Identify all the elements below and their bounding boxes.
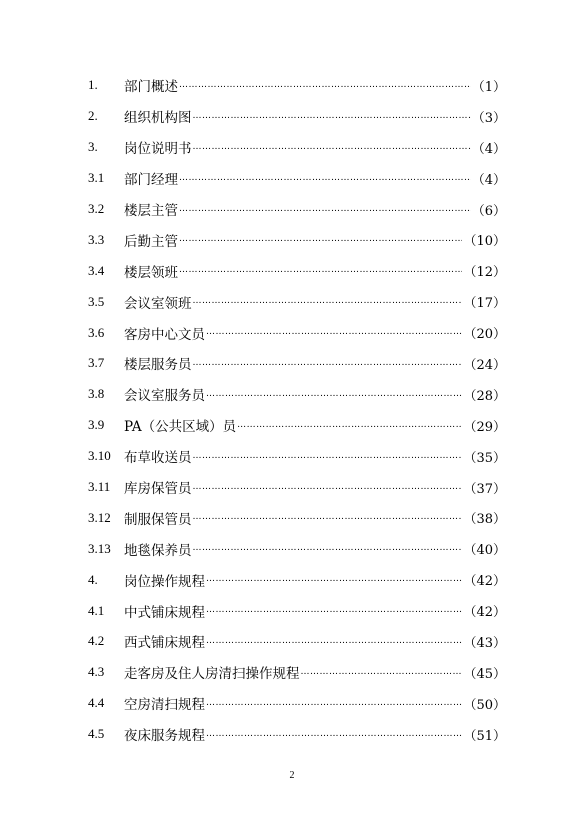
toc-page: （28） — [463, 388, 506, 404]
toc-page: （17） — [463, 296, 506, 312]
toc-title: 库房保管员 — [124, 481, 192, 498]
toc-page: （51） — [463, 728, 506, 744]
toc-entry[interactable] — [88, 348, 506, 379]
toc-title: 岗位操作规程 — [124, 573, 205, 590]
toc-entry[interactable] — [88, 626, 506, 657]
toc-number: 3.11 — [88, 479, 111, 495]
toc-leader-dots — [301, 668, 463, 677]
toc-page: （35） — [463, 450, 506, 466]
toc-entry[interactable] — [88, 657, 506, 688]
toc-number: 3. — [88, 139, 98, 155]
toc-entry[interactable] — [88, 472, 506, 503]
toc-title: 中式铺床规程 — [124, 604, 205, 621]
toc-leader-dots — [193, 452, 463, 461]
toc-entry[interactable] — [88, 224, 506, 255]
toc-entry[interactable] — [88, 688, 506, 719]
toc-number: 4.4 — [88, 695, 105, 711]
toc-leader-dots — [206, 575, 462, 584]
toc-entry[interactable] — [88, 502, 506, 533]
toc-page: （45） — [463, 666, 506, 682]
toc-leader-dots — [193, 544, 463, 553]
toc-leader-dots — [193, 112, 471, 121]
page-number: 2 — [289, 770, 295, 781]
toc-leader-dots — [206, 606, 462, 615]
toc-title: 布草收送员 — [124, 450, 192, 467]
toc-number: 4.5 — [88, 726, 105, 742]
toc-page: （43） — [463, 635, 506, 651]
toc-title: 会议室服务员 — [124, 388, 205, 405]
toc-leader-dots — [193, 143, 471, 152]
toc-number: 2. — [88, 108, 98, 124]
toc-leader-dots — [193, 359, 463, 368]
toc-entry[interactable] — [88, 286, 506, 317]
toc-title: 走客房及住人房清扫操作规程 — [124, 666, 300, 683]
toc-number: 1. — [88, 77, 98, 93]
toc-entry[interactable] — [88, 70, 506, 101]
toc-number: 3.2 — [88, 201, 105, 216]
toc-entry[interactable] — [88, 101, 506, 132]
toc-number: 3.13 — [88, 540, 111, 556]
toc-number: 4.3 — [88, 664, 105, 680]
toc-page: （37） — [463, 481, 506, 497]
toc-page: （29） — [463, 419, 506, 435]
toc-number: 4.2 — [88, 633, 105, 649]
toc-page: （50） — [463, 697, 506, 713]
toc-entry[interactable] — [88, 533, 506, 564]
toc-entry[interactable] — [88, 441, 506, 472]
toc-title: 楼层服务员 — [124, 357, 192, 374]
toc-title: 会议室领班 — [124, 295, 192, 312]
toc-page: （10） — [463, 234, 506, 250]
toc-page: （3） — [471, 110, 506, 126]
toc-leader-dots — [193, 297, 463, 306]
toc-page: （40） — [463, 543, 506, 559]
toc-leader-dots — [179, 235, 462, 244]
toc-leader-dots — [206, 699, 462, 708]
toc-number: 3.5 — [88, 293, 105, 309]
toc-leader-dots — [206, 730, 462, 739]
toc-title: 部门概述 — [124, 79, 178, 96]
toc-title: 岗位说明书 — [124, 141, 192, 158]
toc-entry[interactable] — [88, 410, 506, 441]
toc-page: （12） — [463, 265, 506, 281]
toc-title: 部门经理 — [124, 172, 178, 189]
toc-title: 组织机构图 — [124, 110, 192, 127]
toc-leader-dots — [179, 174, 471, 183]
toc-title: 楼层领班 — [124, 264, 178, 281]
toc-page: （6） — [471, 203, 506, 219]
toc-leader-dots — [179, 81, 471, 90]
toc-number: 3.12 — [88, 509, 111, 525]
toc-number: 3.1 — [88, 170, 105, 186]
toc-page: （20） — [463, 327, 506, 343]
toc-entry[interactable] — [88, 379, 506, 410]
toc-number: 3.4 — [88, 262, 105, 278]
toc-entry[interactable] — [88, 163, 506, 194]
toc-page: （42） — [463, 605, 506, 621]
toc-leader-dots — [206, 637, 462, 646]
toc-title: 后勤主管 — [124, 233, 178, 250]
toc-title: 地毯保养员 — [124, 542, 192, 559]
toc-entry[interactable] — [88, 132, 506, 163]
toc-title: 制服保管员 — [124, 511, 192, 528]
toc-number: 3.10 — [88, 448, 111, 464]
toc-entry[interactable] — [88, 564, 506, 595]
toc-number: 3.9 — [88, 417, 105, 433]
toc-leader-dots — [193, 513, 463, 522]
toc-title: 楼层主管 — [124, 203, 178, 219]
toc-leader-dots — [193, 483, 463, 492]
toc-number: 4.1 — [88, 602, 105, 618]
toc-entry[interactable] — [88, 595, 506, 626]
toc-number: 3.8 — [88, 386, 105, 402]
toc-page: （1） — [471, 79, 506, 95]
toc-number: 3.7 — [88, 355, 105, 371]
toc-title: 客房中心文员 — [124, 326, 205, 343]
toc-page: （24） — [463, 357, 506, 373]
toc-title: 西式铺床规程 — [124, 635, 205, 652]
toc-entry[interactable] — [88, 317, 506, 348]
toc-number: 3.3 — [88, 231, 105, 247]
toc-leader-dots — [179, 205, 471, 214]
toc-number: 4. — [88, 571, 98, 587]
toc-page: （38） — [463, 512, 506, 528]
toc-title: PA（公共区域）员 — [124, 419, 237, 436]
toc-leader-dots — [206, 328, 462, 337]
toc-title: 夜床服务规程 — [124, 728, 205, 745]
toc-leader-dots — [237, 421, 462, 430]
toc-entry[interactable] — [88, 719, 506, 750]
toc-page: （4） — [471, 141, 506, 157]
table-of-contents — [88, 70, 506, 750]
toc-number: 3.6 — [88, 324, 105, 340]
toc-entry[interactable] — [88, 194, 506, 225]
toc-page: （4） — [471, 172, 506, 188]
toc-entry[interactable] — [88, 255, 506, 286]
toc-title: 空房清扫规程 — [124, 697, 205, 714]
toc-leader-dots — [206, 390, 462, 399]
toc-page: （42） — [463, 574, 506, 590]
toc-leader-dots — [179, 266, 462, 275]
